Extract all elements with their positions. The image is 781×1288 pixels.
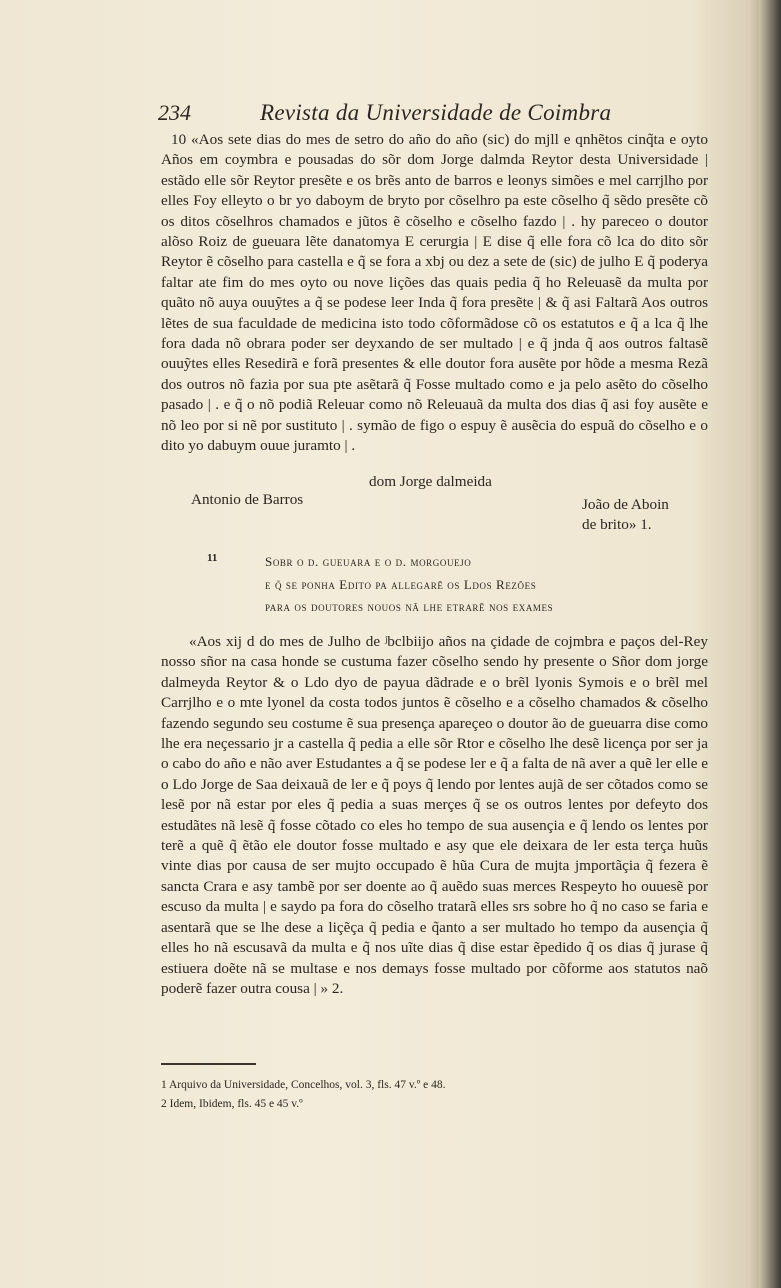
footnote-2: 2 Idem, Ibidem, fls. 45 e 45 v.º [161, 1098, 303, 1110]
signature-antonio-de-barros: Antonio de Barros [191, 491, 304, 508]
section-heading-line-2: e q̃ se ponha Edito pa allegarẽ os Ldos Rezões [265, 577, 537, 592]
document-1-paragraph: 10 «Aos sete dias do mes de setro do año do año (sic) do mjll e qnhẽtos cinq̃ta e oyto Años em coymbra e pousadas do sõr dom Jorge dalmda Reytor desta Universidade | estãdo elle sõr Reytor presẽte e os brẽs anto de barros e leonys simões e mel carrjlho por elles Foy elleyto o br yo daboym de bryto por cõselhro pa este cõselho q̃ sẽdo presẽte cõ os ditos cõselhros chamados e jũtos ẽ cõselho e cõselho fazdo | . hy pareceo o doutor alõso Roiz de gueuara lẽte danatomya E cerurgia | E dise q̃ elle fora cõ lca do dito sõr Reytor ẽ cõselho para castella e q̃ se fora a xbj ou dez a sete de (sic) de julho E q̃ poderya faltar ate fim do mes oyto ou nove lições das quais pedia q̃ ho Releuasẽ da multa por quãto nõ auya ouuỹtes a q̃ se podese leer Inda q̃ fora presẽte | & q̃ asi Faltarã Aos outros lẽtes de sua faculdade de medicina isto todo cõformãdose cõ os estatutos e q̃ a lca q̃ lhe fora dada nõ obrara poder ser deyxando de ser multado | e q̃ jnda q̃ aos outros faltasẽ ouuỹtes elles Resedirã e forã presentes & elle doutor fora ausẽte por hõde a mesma Rezã dos outros nõ fazia por sua pte asẽtarã q̃ Fosse multado como e ja pelo asẽto do cõselho pasado | . e q̃ o nõ podiã Releuar como nõ Releuauã da multa dos dias q̃ asi foy ausẽte e nõ leo por si nẽ por sustituto | . symão de figo o espuy ẽ ausẽcia do espuã do cõselho e o dito yo dabuym ouue juramto | . [161, 131, 708, 455]
section-heading-line-3: para os doutores nouos nã lhe etrarẽ nos exames [265, 599, 554, 614]
running-head [158, 100, 708, 130]
footnote-rule [161, 1063, 256, 1065]
signature-dom-jorge: dom Jorge dalmeida [369, 473, 492, 490]
binding-shadow [759, 0, 781, 1288]
section-number: 11 [207, 552, 218, 564]
journal-title: Revista da Universidade de Coimbra [260, 100, 612, 125]
footnote-1: 1 Arquivo da Universidade, Concelhos, vol. 3, fls. 47 v.º e 48. [161, 1079, 446, 1091]
signature-joao-de-aboin: João de Aboin [582, 496, 669, 513]
signature-de-brito: de brito» 1. [582, 516, 652, 533]
section-heading-line-1: Sobr o d. gueuara e o d. morgouejo [265, 554, 472, 569]
page-number: 234 [158, 100, 191, 125]
document-2-paragraph: «Aos xij d do mes de Julho de ʲbclbiijo años na çidade de cojmbra e paços del-Rey nosso sñor na casa honde se custuma fazer cõselho sendo hy presente o Sñor dom jorge dalmeyda Reytor & o Ldo dyo de payua dãdrade e o brẽl lyonis Symois e o brẽl mel Carrjlho e o mte lyonel da costa todos juntos ẽ cõselho e a cõselho chamados & cõselho fazendo segundo seu costume ẽ sua presença apareçeo o doutor ão de gueuarra dise como lhe era neçessario jr a castella q̃ pedia a elle sõr Rtor e cõselho lhe desẽ licença por ser ja o cabo do año e não aver Estudantes a q̃ se podese ler e q̃ a falta de nã aver a quẽ ler elle e o Ldo Jorge de Saa deixauã de ler e q̃ poys q̃ lendo por lentes aujã de ser cõtados como se lesẽ por nã estar por eles q̃ pedia a suas merçes q̃ se os outros lentes por defeyto dos estudãtes nã lesẽ q̃ fosse cõtado co eles ho tempo de sua ausençia e q̃ lendo os lentes por terẽ a quẽ q̃ ẽtão ele doutor fosse multado e asy que ele deixara de ler esta terça huũs vinte dias por causa de ser mujto occupado ẽ hũa Cura de mujta jmportãçia q̃ fezera ẽ sancta Crara e asy tambẽ por ser doente ao q̃ auẽdo suas merces Respeyto ho ouuesẽ por escuso da multa | e saydo pa fora do cõselho tratarã elles srs sobre ho q̃ no caso se faria e asentarã que se lhe dese a liçẽça q̃ pedia e q̃anto a ser multado ho tempo da ausençia q̃ elles ho nã escusavã da multa e q̃ nos uĩte dias q̃ dise estar ẽpedido q̃ os dias q̃ jurase q̃ estiuera doẽte nã se multase e nos demays fosse multado por cõforme aos statutos naõ poderẽ fazer outra cousa | » 2. [161, 633, 708, 997]
